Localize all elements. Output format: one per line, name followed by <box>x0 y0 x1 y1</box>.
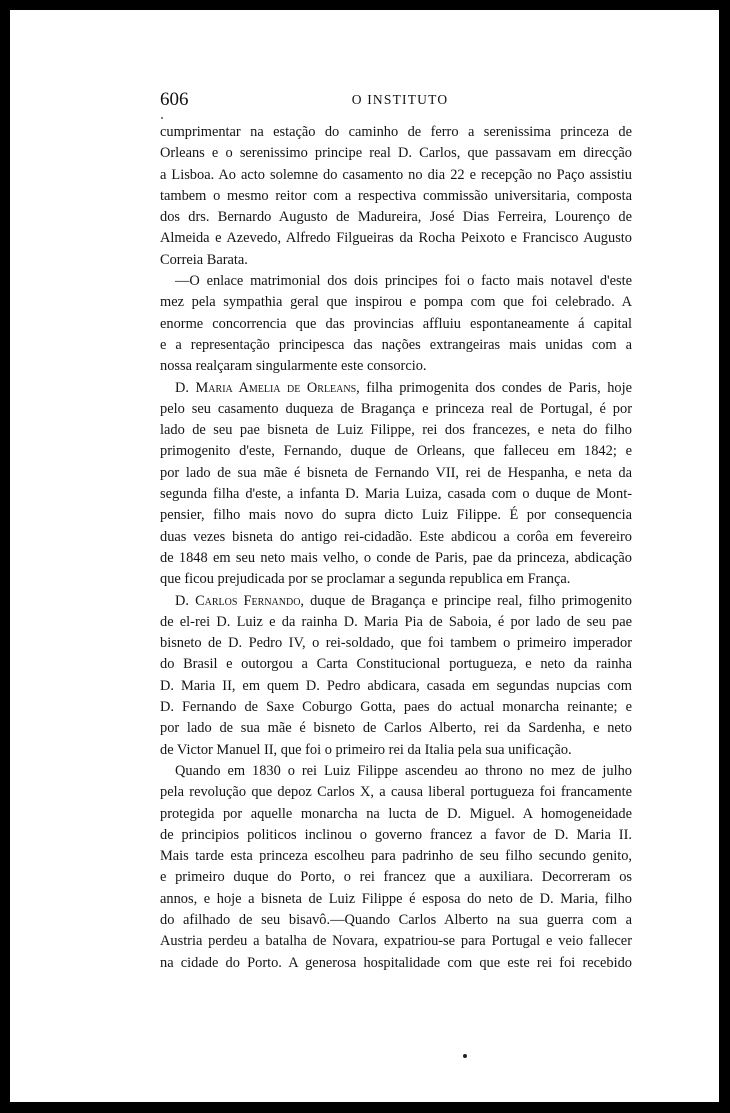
text-line: do afilhado de seu bisavô.—Quando Carlos Alberto na sua guerra com a <box>160 911 632 928</box>
text-line: Almeida e Azevedo, Alfredo Filgueiras da Rocha Peixoto e Francisco Augusto <box>160 230 632 247</box>
text-line: de Victor Manuel II, que foi o primeiro rei da Italia pela sua unificação. <box>160 741 572 758</box>
text-line: duas vezes bisneta do antigo rei-cidadão. Este abdicou a corôa em fevereiro <box>160 528 632 545</box>
text-line: D. Fernando de Saxe Coburgo Gotta, paes do actual monarcha reinante; e <box>160 699 632 716</box>
text-line: pelo seu casamento duqueza de Bragança e princeza real de Portugal, é por <box>160 400 632 417</box>
text-line: Quando em 1830 o rei Luiz Filippe ascendeu ao throno no mez de julho <box>175 762 632 779</box>
text-line: pensier, filho mais novo do supra dicto Luiz Filippe. É por consequencia <box>160 507 632 524</box>
text-line: segunda filha d'este, a infanta D. Maria Luiza, casada com o duque de Mont- <box>160 486 632 503</box>
text-line: por lado de sua mãe é bisneto de Carlos Alberto, rei da Sardenha, e neto <box>160 720 632 737</box>
text-line: Mais tarde esta princeza escolheu para padrinho de seu filho secundo genito, <box>160 848 632 865</box>
text-line: mez pela sympathia geral que inspirou e pompa com que foi celebrado. A <box>160 294 632 311</box>
ink-speck <box>161 117 163 119</box>
text-line: dos drs. Bernardo Augusto de Madureira, José Dias Ferreira, Lourenço de <box>160 209 632 226</box>
text-line: bisneto de D. Pedro IV, o rei-soldado, que foi tambem o primeiro imperador <box>160 635 632 652</box>
text-line: de principios politicos inclinou o governo francez a favor de D. Maria II. <box>160 826 632 843</box>
book-page <box>10 10 719 1102</box>
text-line: annos, e hoje a bisneta de Luiz Filippe é esposa do neto de D. Maria, filho <box>160 890 632 907</box>
text-line: e a representação principesca das nações extrangeiras mais unidas com a <box>160 336 632 353</box>
text-fragment: duque de Bragança e principe real, filho primogenito <box>304 592 632 609</box>
text-fragment: filha primogenita dos condes de Paris, hoje <box>359 379 632 396</box>
text-line: enorme concorrencia que das provincias affluiu espontaneamente á capital <box>160 315 632 332</box>
text-line: e primeiro duque do Porto, o rei francez que a auxiliara. Decorreram os <box>160 869 632 886</box>
body-text <box>160 122 632 974</box>
text-line <box>160 591 632 612</box>
text-line: primogenito d'este, Fernando, duque de Orleans, que falleceu em 1842; e <box>160 443 632 460</box>
text-line: pela revolução que depoz Carlos X, a causa liberal portugueza foi francamente <box>160 784 632 801</box>
text-line: protegida por aquelle monarcha na lucta de D. Miguel. A homogeneidade <box>160 805 632 822</box>
person-name: D. Carlos Fernando, <box>175 592 305 609</box>
text-line: lado de seu pae bisneta de Luiz Filippe, rei dos francezes, e neta do filho <box>160 422 632 439</box>
running-title: O INSTITUTO <box>351 92 449 107</box>
text-line: por lado de sua mãe é bisneta de Fernando VII, rei de Hespanha, e neta da <box>160 464 632 481</box>
text-line: tambem o mesmo reitor com a respectiva commissão universitaria, composta <box>160 187 632 204</box>
text-line: que ficou prejudicada por se proclamar a segunda republica em França. <box>160 571 571 588</box>
page-number: 606 <box>160 89 189 110</box>
text-line: de 1848 em seu neto mais velho, o conde de Paris, pae da princeza, abdicação <box>160 549 632 566</box>
text-line: Orleans e o serenissimo principe real D. Carlos, que passavam em direcção <box>160 145 632 162</box>
text-line: na cidade do Porto. A generosa hospitalidade com que este rei foi recebido <box>160 954 632 971</box>
text-line: —O enlace matrimonial dos dois principes foi o facto mais notavel d'este <box>175 273 632 290</box>
ink-dot <box>463 1054 467 1058</box>
text-line: D. Maria II, em quem D. Pedro abdicara, casada em segundas nupcias com <box>160 677 632 694</box>
text-line: do Brasil e outorgou a Carta Constitucional portugueza, e neto da rainha <box>160 656 632 673</box>
page-header <box>160 89 640 113</box>
text-line: nossa realçaram singularmente este consorcio. <box>160 358 427 375</box>
text-line: a Lisboa. Ao acto solemne do casamento no dia 22 e recepção no Paço assistiu <box>160 166 632 183</box>
text-line <box>160 378 632 399</box>
text-line: de el-rei D. Luiz e da rainha D. Maria Pia de Saboia, é por lado de seu pae <box>160 613 632 630</box>
text-line: Correia Barata. <box>160 251 248 268</box>
text-line: cumprimentar na estação do caminho de ferro a serenissima princeza de <box>160 124 632 140</box>
person-name: D. Maria Amelia de Orleans, <box>175 379 360 396</box>
text-line: Austria perdeu a batalha de Novara, expatriou-se para Portugal e veio fallecer <box>160 933 632 950</box>
